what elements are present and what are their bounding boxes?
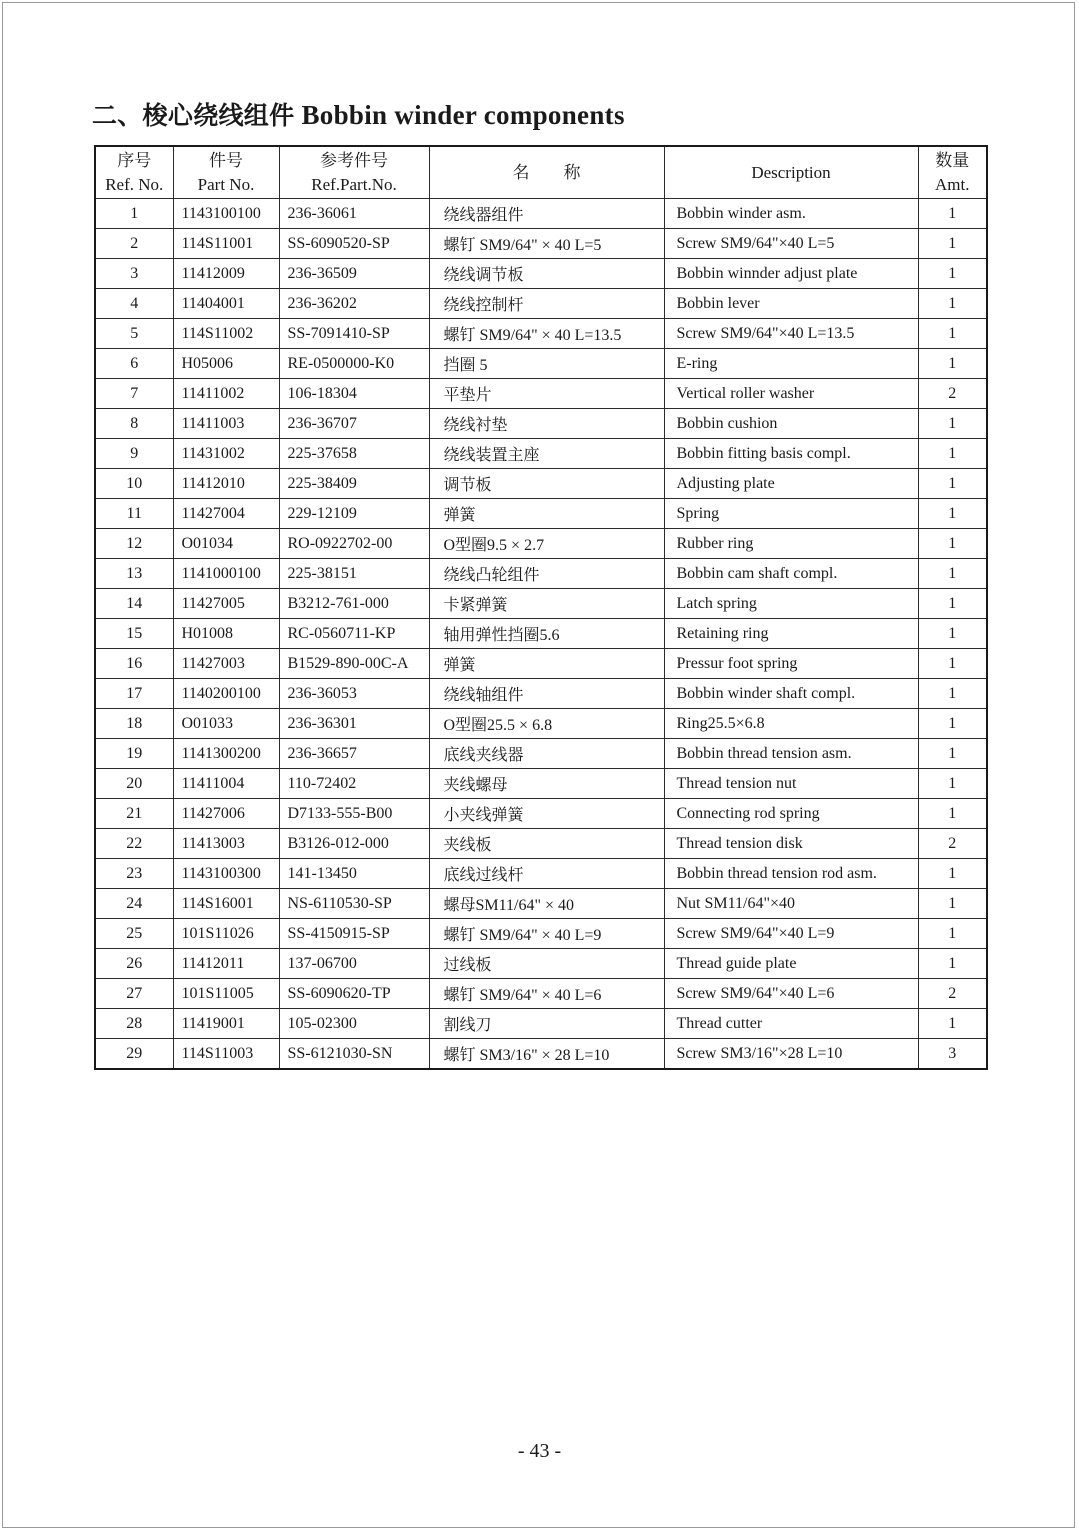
table-row [95, 349, 987, 379]
cell-description: Screw SM9/64"×40 L=13.5 [664, 319, 918, 349]
cell-ref-part-no: 137-06700 [279, 949, 429, 979]
cell-part-no: 11412011 [173, 949, 279, 979]
cell-description: Thread guide plate [664, 949, 918, 979]
table-row [95, 499, 987, 529]
cell-description: Screw SM9/64"×40 L=6 [664, 979, 918, 1009]
cell-ref-no: 28 [95, 1009, 173, 1039]
cell-ref-no: 7 [95, 379, 173, 409]
cell-description: Bobbin winnder adjust plate [664, 259, 918, 289]
cell-name-zh: 螺钉 SM9/64" × 40 L=9 [429, 919, 664, 949]
cell-amount: 1 [918, 739, 987, 769]
cell-description: Bobbin cushion [664, 409, 918, 439]
cell-name-zh: 螺钉 SM9/64" × 40 L=5 [429, 229, 664, 259]
cell-amount: 1 [918, 469, 987, 499]
cell-name-zh: 螺母SM11/64" × 40 [429, 889, 664, 919]
cell-ref-no: 3 [95, 259, 173, 289]
cell-ref-no: 21 [95, 799, 173, 829]
cell-description: Bobbin thread tension asm. [664, 739, 918, 769]
cell-ref-no: 2 [95, 229, 173, 259]
cell-ref-part-no: 141-13450 [279, 859, 429, 889]
parts-table [94, 145, 988, 1070]
table-row [95, 739, 987, 769]
cell-amount: 1 [918, 559, 987, 589]
cell-part-no: 11411003 [173, 409, 279, 439]
cell-ref-part-no: SS-6121030-SN [279, 1039, 429, 1070]
cell-name-zh: 绕线凸轮组件 [429, 559, 664, 589]
cell-amount: 1 [918, 679, 987, 709]
cell-ref-part-no: RO-0922702-00 [279, 529, 429, 559]
table-row [95, 829, 987, 859]
header-part-no [173, 146, 279, 199]
cell-part-no: 114S11003 [173, 1039, 279, 1070]
cell-amount: 2 [918, 979, 987, 1009]
cell-ref-part-no: B3212-761-000 [279, 589, 429, 619]
table-row [95, 949, 987, 979]
cell-name-zh: 夹线板 [429, 829, 664, 859]
header-ref-part-no [279, 146, 429, 199]
cell-amount: 1 [918, 919, 987, 949]
cell-part-no: 101S11026 [173, 919, 279, 949]
cell-description: Bobbin lever [664, 289, 918, 319]
table-row [95, 589, 987, 619]
cell-ref-part-no: RC-0560711-KP [279, 619, 429, 649]
cell-amount: 1 [918, 769, 987, 799]
header-name [429, 146, 664, 199]
cell-ref-part-no: 236-36657 [279, 739, 429, 769]
cell-ref-part-no: 236-36301 [279, 709, 429, 739]
table-row [95, 529, 987, 559]
cell-name-zh: 割线刀 [429, 1009, 664, 1039]
cell-ref-part-no: 110-72402 [279, 769, 429, 799]
cell-ref-no: 17 [95, 679, 173, 709]
cell-ref-part-no: NS-6110530-SP [279, 889, 429, 919]
table-row [95, 769, 987, 799]
cell-description: Latch spring [664, 589, 918, 619]
cell-ref-no: 8 [95, 409, 173, 439]
cell-description: Screw SM9/64"×40 L=5 [664, 229, 918, 259]
cell-amount: 1 [918, 319, 987, 349]
cell-part-no: 11427003 [173, 649, 279, 679]
cell-description: E-ring [664, 349, 918, 379]
cell-name-zh: 过线板 [429, 949, 664, 979]
header-ref-no-zh: 序号 [117, 150, 152, 170]
cell-ref-no: 23 [95, 859, 173, 889]
page-number: - 43 - [517, 1440, 562, 1462]
table-row [95, 889, 987, 919]
cell-ref-no: 16 [95, 649, 173, 679]
cell-ref-no: 25 [95, 919, 173, 949]
cell-amount: 1 [918, 859, 987, 889]
cell-part-no: 114S11002 [173, 319, 279, 349]
cell-description: Bobbin cam shaft compl. [664, 559, 918, 589]
cell-amount: 3 [918, 1039, 987, 1070]
cell-ref-part-no: 225-37658 [279, 439, 429, 469]
cell-ref-part-no: B3126-012-000 [279, 829, 429, 859]
cell-ref-no: 6 [95, 349, 173, 379]
cell-name-zh: 平垫片 [429, 379, 664, 409]
cell-ref-no: 29 [95, 1039, 173, 1070]
cell-description: Screw SM9/64"×40 L=9 [664, 919, 918, 949]
cell-ref-part-no: 236-36509 [279, 259, 429, 289]
header-amount-en: Amt. [935, 174, 970, 194]
table-row [95, 289, 987, 319]
table-row [95, 559, 987, 589]
cell-ref-no: 5 [95, 319, 173, 349]
cell-ref-no: 13 [95, 559, 173, 589]
cell-name-zh: 螺钉 SM9/64" × 40 L=13.5 [429, 319, 664, 349]
cell-name-zh: 绕线器组件 [429, 199, 664, 229]
cell-description: Adjusting plate [664, 469, 918, 499]
page-title-english: Bobbin winder components [301, 100, 625, 130]
table-row [95, 1039, 987, 1070]
cell-name-zh: 弹簧 [429, 499, 664, 529]
cell-part-no: 1140200100 [173, 679, 279, 709]
cell-description: Spring [664, 499, 918, 529]
cell-description: Retaining ring [664, 619, 918, 649]
cell-part-no: H05006 [173, 349, 279, 379]
header-row [95, 146, 987, 199]
cell-ref-part-no: SS-4150915-SP [279, 919, 429, 949]
cell-name-zh: 卡紧弹簧 [429, 589, 664, 619]
cell-ref-no: 26 [95, 949, 173, 979]
table-row [95, 919, 987, 949]
cell-ref-part-no: 236-36061 [279, 199, 429, 229]
cell-description: Thread tension nut [664, 769, 918, 799]
cell-amount: 1 [918, 649, 987, 679]
cell-ref-part-no: 225-38151 [279, 559, 429, 589]
cell-description: Pressur foot spring [664, 649, 918, 679]
header-ref-part-no-zh: 参考件号 [320, 150, 388, 170]
table-row [95, 619, 987, 649]
cell-amount: 2 [918, 379, 987, 409]
header-amount [918, 146, 987, 199]
cell-name-zh: 弹簧 [429, 649, 664, 679]
cell-part-no: 11427005 [173, 589, 279, 619]
cell-description: Nut SM11/64"×40 [664, 889, 918, 919]
cell-description: Bobbin winder asm. [664, 199, 918, 229]
table-row [95, 379, 987, 409]
cell-name-zh: 绕线调节板 [429, 259, 664, 289]
cell-part-no: 11427006 [173, 799, 279, 829]
cell-name-zh: 夹线螺母 [429, 769, 664, 799]
page-title [92, 96, 625, 132]
cell-part-no: 101S11005 [173, 979, 279, 1009]
cell-name-zh: 螺钉 SM3/16" × 28 L=10 [429, 1039, 664, 1070]
cell-part-no: O01033 [173, 709, 279, 739]
table-row [95, 409, 987, 439]
cell-name-zh: 绕线轴组件 [429, 679, 664, 709]
cell-ref-no: 18 [95, 709, 173, 739]
header-ref-no-en: Ref. No. [105, 174, 164, 194]
cell-ref-no: 11 [95, 499, 173, 529]
cell-amount: 1 [918, 889, 987, 919]
cell-part-no: 114S16001 [173, 889, 279, 919]
cell-ref-no: 15 [95, 619, 173, 649]
cell-part-no: 1143100100 [173, 199, 279, 229]
header-part-no-zh: 件号 [209, 150, 243, 170]
cell-ref-part-no: B1529-890-00C-A [279, 649, 429, 679]
header-description [664, 146, 918, 199]
cell-ref-part-no: D7133-555-B00 [279, 799, 429, 829]
cell-amount: 1 [918, 349, 987, 379]
cell-ref-no: 9 [95, 439, 173, 469]
cell-description: Vertical roller washer [664, 379, 918, 409]
header-description-en: Description [751, 162, 831, 182]
cell-part-no: 11419001 [173, 1009, 279, 1039]
cell-name-zh: 调节板 [429, 469, 664, 499]
cell-name-zh: 小夹线弹簧 [429, 799, 664, 829]
cell-ref-no: 12 [95, 529, 173, 559]
cell-ref-part-no: 236-36202 [279, 289, 429, 319]
cell-amount: 1 [918, 949, 987, 979]
table-row [95, 679, 987, 709]
cell-description: Ring25.5×6.8 [664, 709, 918, 739]
cell-description: Thread cutter [664, 1009, 918, 1039]
parts-table-body [95, 199, 987, 1070]
cell-name-zh: 底线过线杆 [429, 859, 664, 889]
table-row [95, 259, 987, 289]
cell-name-zh: 绕线控制杆 [429, 289, 664, 319]
table-row [95, 469, 987, 499]
parts-table-header [95, 146, 987, 199]
page-title-chinese: 二、梭心绕线组件 [92, 101, 295, 130]
cell-ref-part-no: 105-02300 [279, 1009, 429, 1039]
cell-part-no: 11427004 [173, 499, 279, 529]
table-row [95, 859, 987, 889]
table-row [95, 709, 987, 739]
cell-ref-part-no: SS-6090520-SP [279, 229, 429, 259]
cell-ref-part-no: 236-36053 [279, 679, 429, 709]
cell-name-zh: 绕线装置主座 [429, 439, 664, 469]
cell-name-zh: 绕线衬垫 [429, 409, 664, 439]
cell-amount: 1 [918, 229, 987, 259]
cell-name-zh: O型圈9.5 × 2.7 [429, 529, 664, 559]
cell-part-no: 11412009 [173, 259, 279, 289]
cell-description: Thread tension disk [664, 829, 918, 859]
table-row [95, 439, 987, 469]
cell-part-no: 11411004 [173, 769, 279, 799]
cell-ref-no: 24 [95, 889, 173, 919]
cell-amount: 1 [918, 499, 987, 529]
table-row [95, 1009, 987, 1039]
cell-part-no: 114S11001 [173, 229, 279, 259]
header-ref-no [95, 146, 173, 199]
cell-amount: 1 [918, 529, 987, 559]
cell-part-no: 11404001 [173, 289, 279, 319]
cell-description: Connecting rod spring [664, 799, 918, 829]
cell-description: Bobbin winder shaft compl. [664, 679, 918, 709]
cell-name-zh: 螺钉 SM9/64" × 40 L=6 [429, 979, 664, 1009]
table-row [95, 799, 987, 829]
cell-ref-part-no: 236-36707 [279, 409, 429, 439]
cell-part-no: O01034 [173, 529, 279, 559]
cell-amount: 1 [918, 439, 987, 469]
header-ref-part-no-en: Ref.Part.No. [311, 174, 397, 194]
cell-part-no: 1141300200 [173, 739, 279, 769]
cell-ref-part-no: RE-0500000-K0 [279, 349, 429, 379]
cell-ref-no: 19 [95, 739, 173, 769]
cell-amount: 1 [918, 1009, 987, 1039]
cell-name-zh: 轴用弹性挡圈5.6 [429, 619, 664, 649]
table-row [95, 199, 987, 229]
cell-part-no: 11411002 [173, 379, 279, 409]
table-row [95, 319, 987, 349]
cell-ref-no: 14 [95, 589, 173, 619]
cell-ref-no: 4 [95, 289, 173, 319]
cell-ref-part-no: SS-6090620-TP [279, 979, 429, 1009]
cell-amount: 1 [918, 619, 987, 649]
cell-amount: 1 [918, 709, 987, 739]
cell-name-zh: O型圈25.5 × 6.8 [429, 709, 664, 739]
cell-part-no: 11412010 [173, 469, 279, 499]
header-amount-zh: 数量 [935, 150, 970, 170]
cell-part-no: 11431002 [173, 439, 279, 469]
cell-part-no: 1141000100 [173, 559, 279, 589]
cell-ref-part-no: SS-7091410-SP [279, 319, 429, 349]
cell-ref-no: 1 [95, 199, 173, 229]
cell-part-no: 1143100300 [173, 859, 279, 889]
cell-ref-part-no: 225-38409 [279, 469, 429, 499]
cell-ref-part-no: 106-18304 [279, 379, 429, 409]
cell-amount: 1 [918, 259, 987, 289]
table-row [95, 229, 987, 259]
cell-amount: 1 [918, 409, 987, 439]
header-part-no-en: Part No. [197, 174, 255, 194]
cell-ref-no: 22 [95, 829, 173, 859]
cell-ref-part-no: 229-12109 [279, 499, 429, 529]
cell-ref-no: 20 [95, 769, 173, 799]
table-row [95, 979, 987, 1009]
cell-ref-no: 27 [95, 979, 173, 1009]
cell-description: Rubber ring [664, 529, 918, 559]
cell-description: Bobbin fitting basis compl. [664, 439, 918, 469]
cell-part-no: H01008 [173, 619, 279, 649]
cell-amount: 1 [918, 589, 987, 619]
cell-description: Bobbin thread tension rod asm. [664, 859, 918, 889]
header-name-zh: 名 称 [512, 162, 581, 182]
cell-name-zh: 挡圈 5 [429, 349, 664, 379]
cell-amount: 1 [918, 199, 987, 229]
cell-amount: 1 [918, 289, 987, 319]
cell-amount: 2 [918, 829, 987, 859]
cell-amount: 1 [918, 799, 987, 829]
cell-part-no: 11413003 [173, 829, 279, 859]
cell-name-zh: 底线夹线器 [429, 739, 664, 769]
cell-ref-no: 10 [95, 469, 173, 499]
table-row [95, 649, 987, 679]
cell-description: Screw SM3/16"×28 L=10 [664, 1039, 918, 1070]
